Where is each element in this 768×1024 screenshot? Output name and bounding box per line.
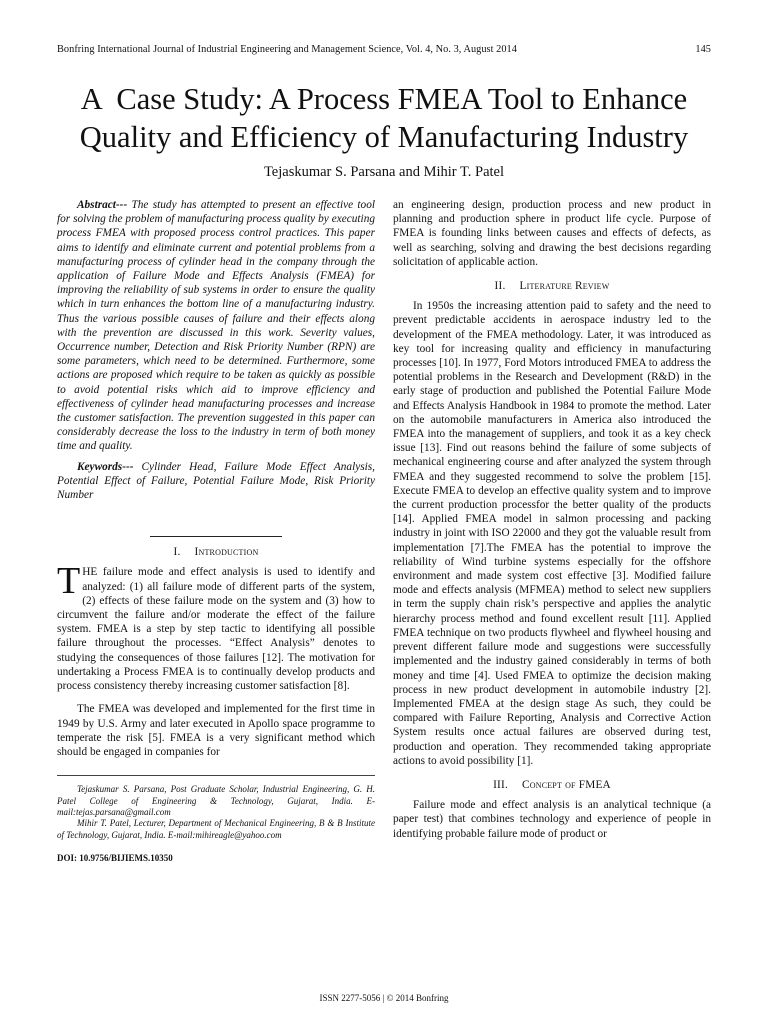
- section-heading-literature-review: [393, 279, 711, 293]
- right-column: [393, 198, 711, 841]
- intro-continuation: an engineering design, production process and new product in planning and production sphere in product life cycle. Purpose of FMEA is founding links between causes and effects of defects, as well as searching, solving and drawing the best decisions regarding solicitation of applicable action.: [393, 199, 711, 268]
- keywords: [57, 460, 375, 503]
- literature-review-paragraph: In 1950s the increasing attention paid to safety and the need to prevent predictable accidents in aerospace industry led to the development of the FMEA methodology. Later, it was introduced as key tool for increasing quality and efficiency in manufacturing processes [10]. In 1977, Ford Motors introduced FMEA to address the potential problems in the Research and Development (R&D) in the early stage of production and published the Potential Failure Mode and Effects Analysis Handbook in 1984 to promote the method. Later on the automobile manufacturers in America also introduced the FMEA into the management of suppliers, and took it as a key check issue [13]. Find out reasons behind the failure of some subjects of mechanical engineering course and after analyzed the system through FMEA and they suggested recommend to solve the problem [15]. Execute FMEA to develop an effective quality system and to improve the current production processfor the better quality of the products [14]. Applied FMEA model in salmon processing and packing industry in joint with ISO 22000 and they got the valuable result from implementation [7].The FMEA has the potential to improve the reliability of Wind turbine systems especially for the offshore environment and made system cost effective [3]. Modified failure mode and effects analysis (MFMEA) method to select new suppliers in term the supply chain risk’s perspective and applies the analytic hierarchy process method and found excellent result [11]. Applied FMEA technique on two products flywheel and flywheel housing and prevent different failure mode and suggestions were successfully implemented and the industry gained considerably in terms of both money and time [4]. Used FMEA to optimize the decision making process in new product development in automobile industry [2]. Implemented FMEA at the design stage As such, they could be compared with Failure Reporting, Analysis and Corrective Action System results once actual failures are observed during test, production and operation. They recommended taking appropriate actions to avoid possibility [1].: [393, 300, 711, 767]
- intro-paragraph-1-text: HE failure mode and effect analysis is used to identify and analyzed: (1) all failure mode of different parts of the system, (2) effects of these failure mode on the system and (3) how to circumvent the failure and/or moderate the effect of the failure system. FMEA is a step by step tactic to identifying all possible failure throughout the processes. “Effect Analysis” denotes to studying the consequences of those failures [12]. The motivation for undertaking a Process FMEA is to continually develop products and process consistency thereby increasing customer satisfaction [8].: [57, 566, 375, 693]
- paper-title: [40, 80, 728, 156]
- section-title: Literature Review: [519, 280, 610, 293]
- section-title: Introduction: [194, 546, 259, 559]
- section-heading-introduction: [57, 545, 375, 559]
- abstract-label: Abstract---: [77, 199, 128, 211]
- page-number: 145: [695, 44, 711, 55]
- footnote-divider: [57, 775, 375, 776]
- intro-paragraph-1: [57, 560, 375, 693]
- running-head: [57, 44, 711, 55]
- footnote-author-1: Tejaskumar S. Parsana, Post Graduate Scholar, Industrial Engineering, G. H. Patel College of Engineering & Technology, Gujarat, India. E-mail:tejas.parsana@gmail.com: [57, 784, 375, 817]
- title-line-1: A Case Study: A Process FMEA Tool to Enhance: [80, 82, 688, 116]
- keywords-text: Cylinder Head, Failure Mode Effect Analysis, Potential Effect of Failure, Potential Failure Mode, Risk Priority Number: [57, 460, 375, 502]
- section-number: III.: [493, 778, 508, 791]
- section-heading-concept: [393, 778, 711, 792]
- section-number: II.: [494, 280, 506, 293]
- doi: DOI: 10.9756/BIJIEMS.10350: [57, 853, 173, 864]
- section-title: Concept of FMEA: [522, 778, 611, 791]
- footnote-author-2: Mihir T. Patel, Lecturer, Department of Mechanical Engineering, B & B Institute of Technology, Gujarat, India. E-mail:mihireagle@yahoo.com: [57, 818, 375, 840]
- left-column: [57, 198, 375, 865]
- authors: Tejaskumar S. Parsana and Mihir T. Patel: [263, 164, 505, 180]
- section-divider: [150, 536, 282, 537]
- concept-paragraph: Failure mode and effect analysis is an analytical technique (a paper test) that combines technology and experience of people in identifying probable failure mode of product or: [393, 799, 711, 840]
- journal-citation: Bonfring International Journal of Industrial Engineering and Management Science, Vol. 4, No. 3, August 2014: [57, 44, 517, 55]
- title-line-2: Quality and Efficiency of Manufacturing Industry: [79, 120, 689, 154]
- abstract-text: The study has attempted to present an effective tool for solving the problem of manufacturing process quality by executing process FMEA with proposed process control practices. This paper aims to identify and eliminate current and potential problems from a manufacturing process of cylinder head in the company through the application of Failure Mode and Effects Analysis (FMEA) for improving the reliability of sub systems in order to ensure the quality which in turn enhances the bottom line of a manufacturing industry. Thus the various possible causes of failure and their effects along with the prevention are discussed in this work. Severity values, Occurrence number, Detection and Risk Priority Number (RPN) are some parameters, which need to be determined. Furthermore, some actions are proposed which require to be taken as quickly as possible to avoid potential risks which aid to improve efficiency and effectiveness of cylinder head manufacturing processes and increase the customer satisfaction. The prevention suggested in this paper can considerably decrease the loss to the industry in term of both money time and quality.: [57, 199, 375, 453]
- page-footer: ISSN 2277-5056 | © 2014 Bonfring: [319, 993, 449, 1003]
- drop-cap: T: [57, 560, 81, 603]
- keywords-label: Keywords---: [77, 460, 134, 473]
- abstract: [57, 198, 375, 454]
- intro-paragraph-2: The FMEA was developed and implemented for the first time in 1949 by U.S. Army and later executed in Apollo space programme to temperate the risk [5]. FMEA is a very significant method which should be engaged in companies for: [57, 703, 375, 758]
- section-number: I.: [173, 546, 181, 559]
